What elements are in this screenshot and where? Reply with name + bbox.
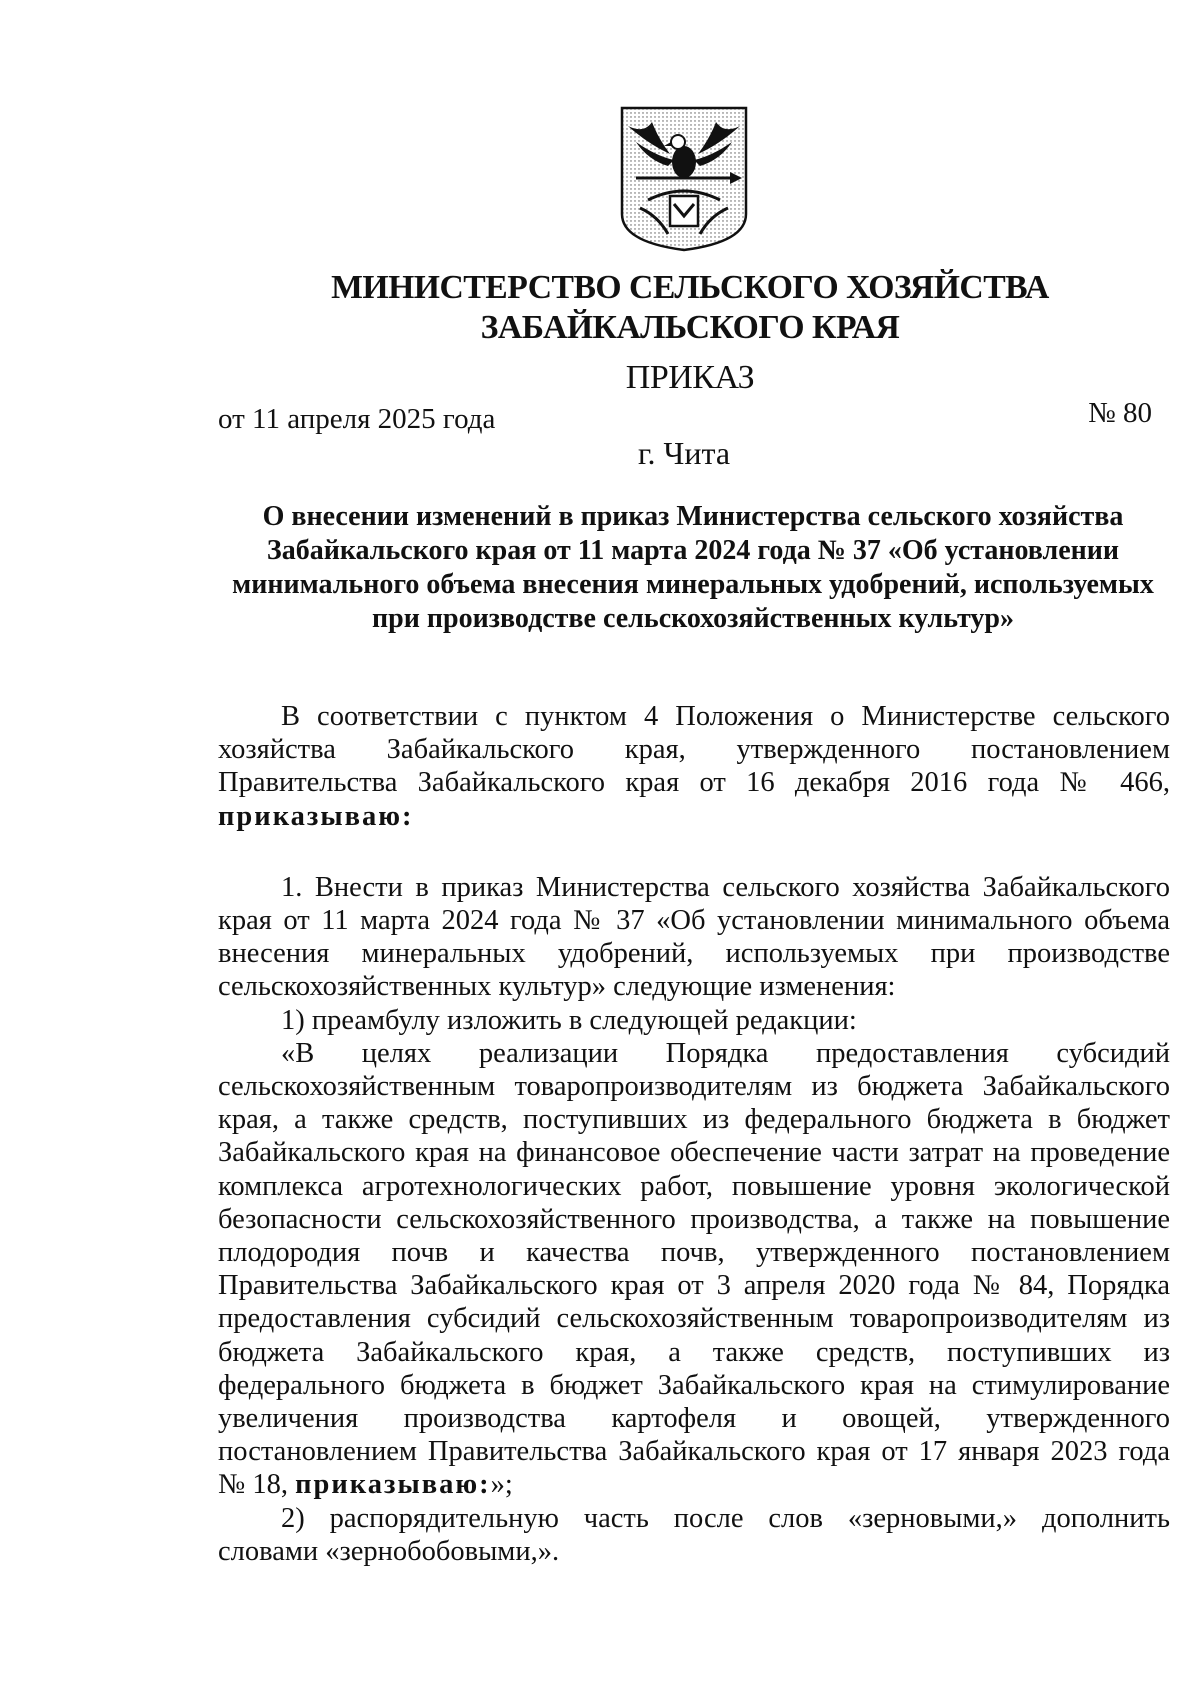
quote-order-word: приказываю:: [295, 1469, 491, 1501]
ministry-name: [7, 268, 1200, 348]
coat-of-arms-emblem: [618, 104, 750, 252]
document-type: ПРИКАЗ: [625, 359, 755, 396]
quote-paragraph: [218, 1037, 1170, 1502]
subitem-1-paragraph: 1) преамбулу изложить в следующей редакции:: [281, 1004, 857, 1036]
title-line: при производстве сельскохозяйственных культур»: [372, 603, 1014, 634]
order-word: приказываю:: [218, 800, 414, 832]
title-line: О внесении изменений в приказ Министерства сельского хозяйства: [262, 501, 1124, 532]
preamble-paragraph: [218, 700, 1170, 833]
preamble-text: В соответствии с пунктом 4 Положения о Министерстве сельского хозяйства Забайкальского края, утвержденного постановлением Правительства Забайкальского края от 16 декабря 2016 года № 466,: [218, 701, 1170, 799]
document-city: г. Чита: [638, 435, 731, 471]
document-title: [213, 500, 1173, 636]
item-1-paragraph: 1. Внести в приказ Министерства сельского хозяйства Забайкальского края от 11 марта 2024 года № 37 «Об установлении минимального объема внесения минеральных удобрений, используемых при производстве сельскохозяйственных культур» следующие изменения:: [218, 871, 1170, 1003]
document-date: от 11 апреля 2025 года: [218, 403, 496, 435]
ministry-name-line2: ЗАБАЙКАЛЬСКОГО КРАЯ: [480, 309, 900, 346]
title-line: минимального объема внесения минеральных удобрений, используемых: [232, 569, 1154, 600]
title-line: Забайкальского края от 11 марта 2024 года № 37 «Об установлении: [266, 535, 1120, 566]
quote-end: »;: [490, 1469, 513, 1501]
ministry-name-line1: МИНИСТЕРСТВО СЕЛЬСКОГО ХОЗЯЙСТВА: [331, 269, 1049, 306]
document-number: № 80: [1088, 397, 1152, 429]
subitem-2-paragraph: 2) распорядительную часть после слов «зерновыми,» дополнить словами «зернобобовыми,».: [218, 1502, 1170, 1567]
document-body: [218, 700, 1170, 1568]
quote-text: «В целях реализации Порядка предоставления субсидий сельскохозяйственным товаропроизводителям из бюджета Забайкальского края, а также средств, поступивших из федерального бюджета в бюджет Забайкальского края на финансовое обеспечение части затрат на проведение комплекса агротехнологических работ, повышение уровня экологической безопасности сельскохозяйственного производства, а также на повышение плодородия почв и качества почв, утвержденного постановлением Правительства Забайкальского края от 3 апреля 2020 года № 84, Порядка предоставления субсидий сельскохозяйственным товаропроизводителям из бюджета Забайкальского края, а также средств, поступивших из федерального бюджета в бюджет Забайкальского края на стимулирование увеличения производства картофеля и овощей, утвержденного постановлением Правительства Забайкальского края от 17 января 2023 года № 18,: [218, 1037, 1170, 1501]
